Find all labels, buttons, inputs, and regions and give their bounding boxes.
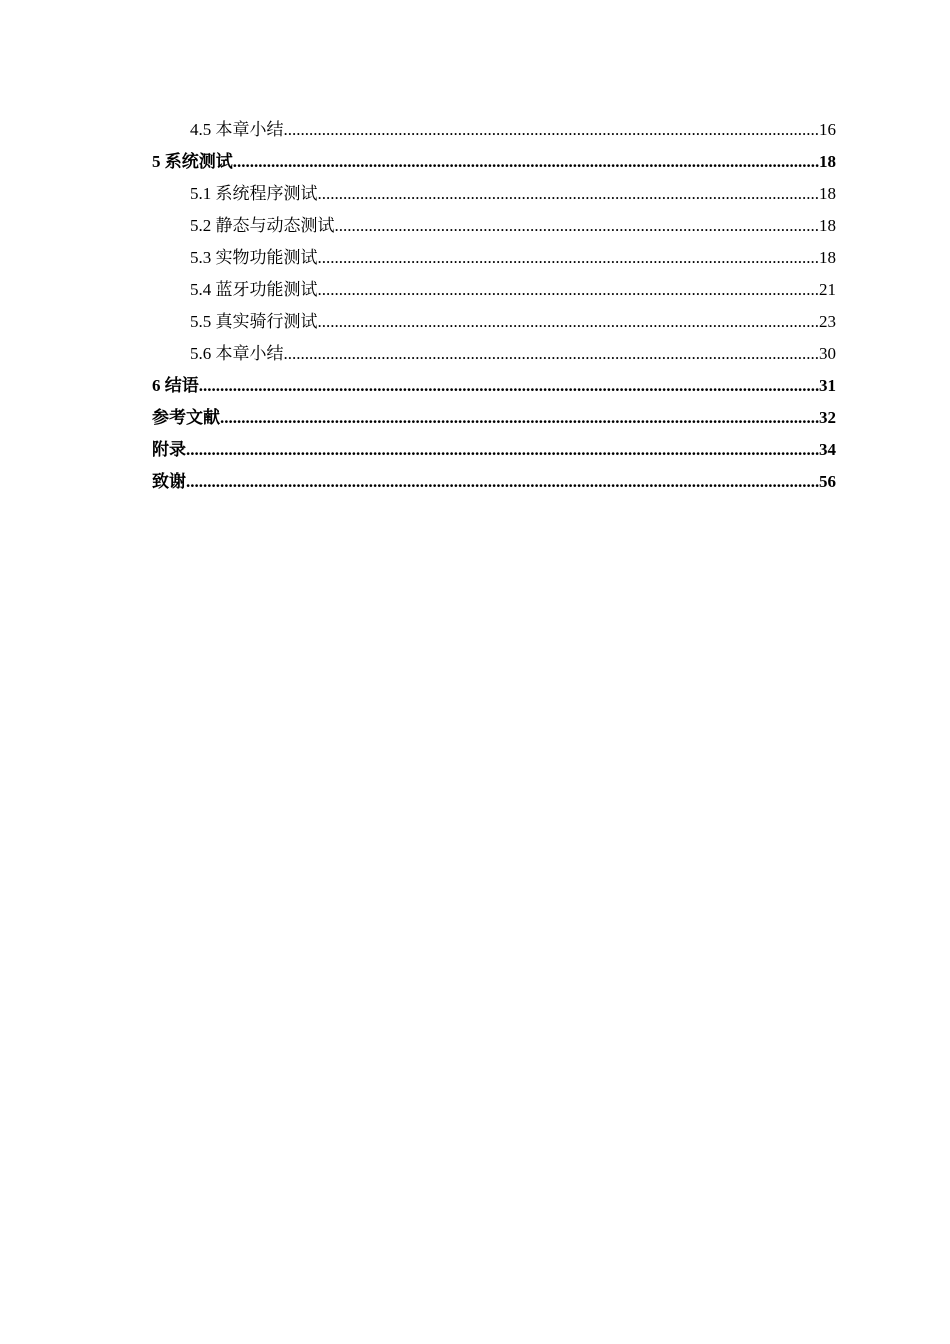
toc-dot-leader (318, 306, 820, 338)
toc-entry-page: 18 (819, 216, 836, 235)
toc-entry-title: 致谢 (152, 472, 186, 491)
toc-dot-leader (318, 178, 820, 210)
toc-entry-page: 32 (819, 408, 836, 427)
toc-entry-page: 23 (819, 312, 836, 331)
toc-entry-6[interactable] (152, 370, 836, 402)
toc-dot-leader (284, 338, 820, 370)
toc-entry-5-5[interactable] (152, 306, 836, 338)
toc-entry-page: 21 (819, 280, 836, 299)
toc-entry-title: 6 结语 (152, 376, 199, 395)
toc-entry-title: 5.1 系统程序测试 (190, 184, 318, 203)
toc-entry-5[interactable] (152, 146, 836, 178)
toc-entry-4-5[interactable] (152, 114, 836, 146)
toc-entry-page: 31 (819, 376, 836, 395)
toc-entry-5-3[interactable] (152, 242, 836, 274)
toc-entry-5-4[interactable] (152, 274, 836, 306)
toc-entry-title: 5 系统测试 (152, 152, 233, 171)
toc-entry-title: 5.2 静态与动态测试 (190, 216, 335, 235)
toc-entry-title: 4.5 本章小结 (190, 120, 284, 139)
toc-entry-appendix[interactable] (152, 434, 836, 466)
toc-entry-page: 30 (819, 344, 836, 363)
toc-entry-title: 5.4 蓝牙功能测试 (190, 280, 318, 299)
toc-dot-leader (318, 242, 820, 274)
toc-entry-title: 附录 (152, 440, 186, 459)
toc-dot-leader (220, 402, 819, 434)
toc-entry-5-6[interactable] (152, 338, 836, 370)
toc-entry-page: 18 (819, 248, 836, 267)
toc-entry-page: 56 (819, 472, 836, 491)
toc-dot-leader (186, 434, 819, 466)
toc-dot-leader (186, 466, 819, 498)
toc-entry-title: 参考文献 (152, 408, 220, 427)
toc-entry-page: 34 (819, 440, 836, 459)
toc-entry-references[interactable] (152, 402, 836, 434)
toc-entry-page: 18 (819, 152, 836, 171)
toc-entry-page: 18 (819, 184, 836, 203)
toc-dot-leader (233, 146, 819, 178)
toc-dot-leader (284, 114, 820, 146)
toc-entry-title: 5.5 真实骑行测试 (190, 312, 318, 331)
toc-entry-page: 16 (819, 120, 836, 139)
toc-dot-leader (335, 210, 820, 242)
toc-entry-title: 5.3 实物功能测试 (190, 248, 318, 267)
toc-entry-5-1[interactable] (152, 178, 836, 210)
toc-entry-5-2[interactable] (152, 210, 836, 242)
toc-entry-title: 5.6 本章小结 (190, 344, 284, 363)
toc-dot-leader (318, 274, 820, 306)
table-of-contents (152, 114, 836, 498)
toc-entry-acknowledgements[interactable] (152, 466, 836, 498)
toc-dot-leader (199, 370, 819, 402)
